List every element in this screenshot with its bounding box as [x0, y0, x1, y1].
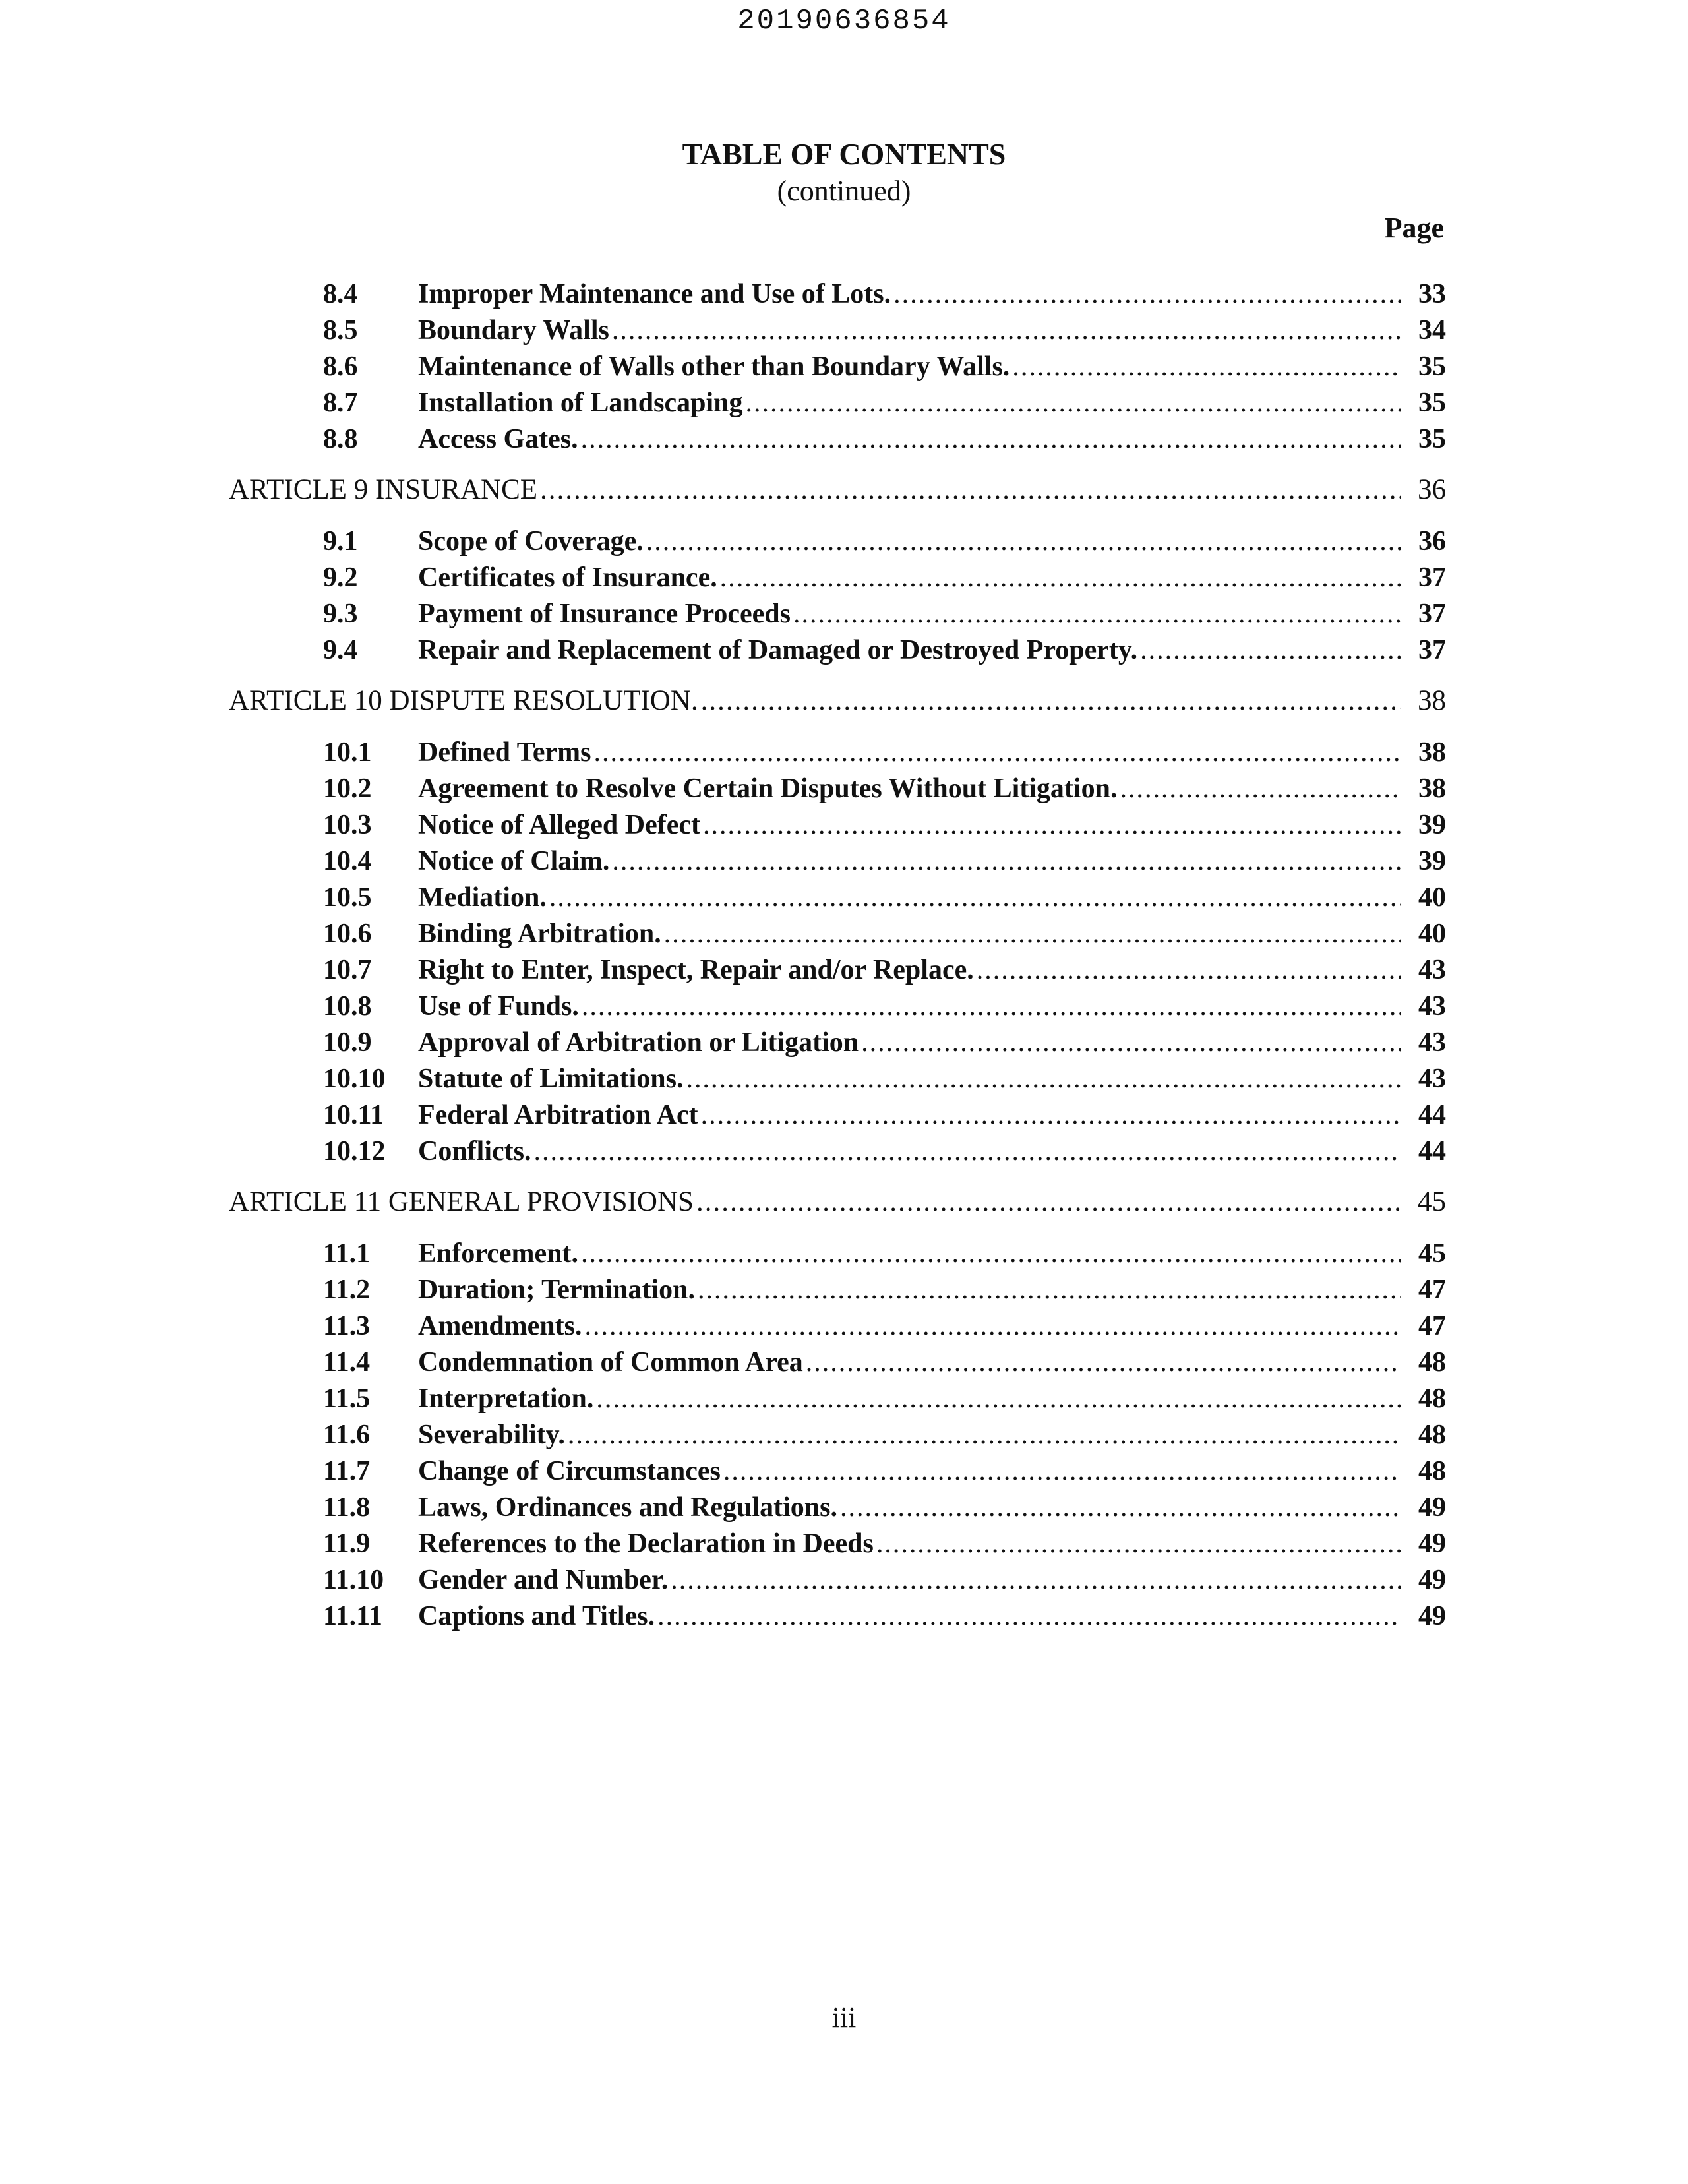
toc-entry-title: Improper Maintenance and Use of Lots. [418, 279, 891, 309]
toc-entry-leader [418, 1598, 1446, 1635]
toc-entry-page: 35 [1401, 348, 1446, 385]
dot-leader [723, 1453, 1446, 1490]
toc-entry-title: Change of Circumstances [418, 1456, 721, 1486]
toc-entry-page: 43 [1401, 1024, 1446, 1061]
toc-entry-number: 10.10 [323, 1064, 386, 1094]
toc-entry-title: ARTICLE 10 DISPUTE RESOLUTION. [229, 685, 698, 716]
toc-entry-title: Scope of Coverage. [418, 526, 644, 557]
toc-entry-page: 49 [1401, 1598, 1446, 1635]
toc-entry-number: 10.2 [323, 774, 372, 804]
toc-entry-title: Duration; Termination. [418, 1275, 696, 1305]
toc-section-entry [0, 276, 1688, 313]
toc-entry-leader [418, 952, 1446, 988]
toc-entry-page: 48 [1401, 1416, 1446, 1453]
toc-entry-leader [418, 1060, 1446, 1097]
toc-entry-page: 43 [1401, 952, 1446, 988]
toc-entry-number: 8.4 [323, 279, 358, 309]
toc-entry-number: 11.6 [323, 1420, 371, 1450]
toc-entry-leader [418, 384, 1446, 421]
toc-entry-leader [418, 915, 1446, 952]
toc-entry-page: 37 [1401, 632, 1446, 669]
toc-section-entry [0, 806, 1688, 843]
toc-entry-leader [418, 770, 1446, 807]
dot-leader [612, 312, 1446, 349]
toc-entry-title: Interpretation. [418, 1383, 594, 1414]
toc-entry-number: 10.3 [323, 810, 372, 840]
toc-entry-page: 48 [1401, 1344, 1446, 1381]
toc-entry-number: 11.5 [323, 1383, 371, 1414]
toc-entry-number: 9.1 [323, 526, 358, 557]
toc-entry-title: ARTICLE 11 GENERAL PROVISIONS [229, 1186, 694, 1217]
toc-entry-leader [229, 682, 1446, 719]
dot-leader [671, 1562, 1446, 1598]
toc-entry-number: 11.2 [323, 1275, 371, 1305]
toc-entry-title: ARTICLE 9 INSURANCE [229, 474, 538, 505]
toc-section-entry [0, 915, 1688, 952]
toc-entry-leader [229, 1184, 1446, 1221]
toc-entry-page: 47 [1401, 1271, 1446, 1308]
toc-entry-title: Statute of Limitations. [418, 1064, 684, 1094]
toc-entry-page: 38 [1401, 734, 1446, 771]
toc-title: TABLE OF CONTENTS [682, 137, 1006, 171]
toc-section-entry [0, 952, 1688, 988]
toc-section-entry [0, 734, 1688, 771]
toc-entry-leader [418, 806, 1446, 843]
dot-leader [793, 595, 1446, 632]
toc-entry-leader [418, 879, 1446, 916]
dot-leader [701, 1097, 1446, 1134]
toc-entry-page: 43 [1401, 988, 1446, 1025]
toc-entry-number: 10.7 [323, 955, 372, 985]
toc-entry-number: 11.1 [323, 1238, 371, 1269]
toc-entry-leader [418, 734, 1446, 771]
toc-entry-number: 10.1 [323, 737, 372, 768]
toc-section-entry [0, 348, 1688, 385]
toc-entry-leader [418, 1562, 1446, 1598]
toc-entry-number: 11.3 [323, 1311, 371, 1341]
toc-entry-title: Certificates of Insurance. [418, 562, 717, 593]
toc-entry-leader [418, 312, 1446, 349]
toc-entry-number: 8.8 [323, 424, 358, 454]
toc-section-entry [0, 1097, 1688, 1134]
toc-entry-page: 44 [1401, 1097, 1446, 1134]
toc-entry-title: Payment of Insurance Proceeds [418, 599, 791, 629]
toc-entry-title: Installation of Landscaping [418, 388, 743, 418]
dot-leader [594, 734, 1447, 771]
toc-section-entry [0, 421, 1688, 458]
toc-section-entry [0, 1489, 1688, 1526]
toc-entry-title: Enforcement. [418, 1238, 578, 1269]
toc-section-entry [0, 1235, 1688, 1272]
toc-entry-leader [418, 276, 1446, 313]
toc-entry-title: Access Gates. [418, 424, 578, 454]
toc-entry-title: Condemnation of Common Area [418, 1347, 803, 1378]
dot-leader [582, 988, 1446, 1025]
toc-entry-number: 9.3 [323, 599, 358, 629]
toc-entry-number: 11.4 [323, 1347, 371, 1378]
toc-entry-title: Mediation. [418, 882, 547, 913]
toc-entry-title: Approval of Arbitration or Litigation [418, 1027, 859, 1058]
toc-entry-leader [418, 1344, 1446, 1381]
toc-entry-number: 10.8 [323, 991, 372, 1021]
toc-entry-title: Notice of Claim. [418, 846, 610, 876]
dot-leader [568, 1416, 1446, 1453]
toc-article-entry [0, 471, 1688, 508]
toc-entry-title: Conflicts. [418, 1136, 531, 1167]
dot-leader [581, 421, 1446, 458]
toc-entry-page: 37 [1401, 559, 1446, 596]
toc-entry-number: 10.12 [323, 1136, 386, 1167]
dot-leader [549, 879, 1446, 916]
toc-entry-number: 11.9 [323, 1529, 371, 1559]
toc-entry-leader [418, 421, 1446, 458]
dot-leader [720, 559, 1446, 596]
dot-leader [696, 1184, 1446, 1221]
dot-leader [612, 843, 1446, 880]
toc-entry-number: 8.5 [323, 315, 358, 346]
dot-leader [1140, 632, 1446, 669]
toc-entry-page: 33 [1401, 276, 1446, 313]
toc-entry-number: 10.5 [323, 882, 372, 913]
toc-entry-page: 38 [1401, 770, 1446, 807]
dot-leader [698, 1271, 1446, 1308]
dot-leader [581, 1235, 1446, 1272]
dot-leader [1120, 770, 1446, 807]
dot-leader [745, 384, 1446, 421]
toc-entry-page: 39 [1401, 806, 1446, 843]
toc-entry-page: 44 [1401, 1133, 1446, 1170]
toc-section-entry [0, 1308, 1688, 1345]
toc-entry-leader [418, 595, 1446, 632]
toc-entry-page: 49 [1401, 1525, 1446, 1562]
toc-section-entry [0, 1060, 1688, 1097]
toc-section-entry [0, 1133, 1688, 1170]
toc-section-entry [0, 843, 1688, 880]
toc-section-entry [0, 1562, 1688, 1598]
toc-entry-page: 48 [1401, 1380, 1446, 1417]
toc-section-entry [0, 384, 1688, 421]
dot-leader [646, 523, 1446, 560]
dot-leader [540, 471, 1446, 508]
toc-entry-number: 10.11 [323, 1100, 384, 1130]
toc-entry-number: 10.4 [323, 846, 372, 876]
toc-entry-title: Federal Arbitration Act [418, 1100, 698, 1130]
toc-section-entry [0, 770, 1688, 807]
toc-entry-leader [418, 523, 1446, 560]
toc-entry-leader [418, 1525, 1446, 1562]
toc-entry-leader [229, 471, 1446, 508]
dot-leader [701, 682, 1446, 719]
toc-section-entry [0, 1024, 1688, 1061]
toc-entry-title: Amendments. [418, 1311, 582, 1341]
toc-section-entry [0, 312, 1688, 349]
dot-leader [977, 952, 1446, 988]
toc-section-entry [0, 988, 1688, 1025]
dot-leader [585, 1308, 1447, 1345]
toc-entry-title: References to the Declaration in Deeds [418, 1529, 874, 1559]
toc-entry-title: Agreement to Resolve Certain Disputes Without Litigation. [418, 774, 1118, 804]
toc-section-entry [0, 1416, 1688, 1453]
toc-entry-page: 34 [1401, 312, 1446, 349]
dot-leader [861, 1024, 1446, 1061]
toc-subtitle: (continued) [777, 175, 911, 207]
toc-entry-title: Use of Funds. [418, 991, 579, 1021]
toc-entry-page: 36 [1401, 471, 1446, 508]
toc-entry-leader [418, 632, 1446, 669]
toc-entry-page: 45 [1401, 1184, 1446, 1221]
toc-entry-leader [418, 559, 1446, 596]
toc-entry-leader [418, 1308, 1446, 1345]
dot-leader [534, 1133, 1447, 1170]
toc-entry-page: 36 [1401, 523, 1446, 560]
toc-section-entry [0, 595, 1688, 632]
toc-entry-number: 10.6 [323, 919, 372, 949]
toc-entry-number: 11.11 [323, 1601, 382, 1631]
toc-section-entry [0, 1271, 1688, 1308]
toc-section-entry [0, 1380, 1688, 1417]
toc-section-entry [0, 1525, 1688, 1562]
dot-leader [876, 1525, 1446, 1562]
toc-entry-number: 11.8 [323, 1492, 371, 1523]
toc-entry-page: 48 [1401, 1453, 1446, 1490]
toc-entry-page: 49 [1401, 1489, 1446, 1526]
dot-leader [686, 1060, 1447, 1097]
dot-leader [657, 1598, 1446, 1635]
toc-entry-leader [418, 1271, 1446, 1308]
toc-entry-title: Laws, Ordinances and Regulations. [418, 1492, 837, 1523]
toc-entry-title: Defined Terms [418, 737, 591, 768]
toc-section-entry [0, 632, 1688, 669]
toc-entry-page: 40 [1401, 879, 1446, 916]
toc-entry-title: Notice of Alleged Defect [418, 810, 700, 840]
toc-entry-number: 8.6 [323, 351, 358, 382]
footer-page-number: iii [831, 2001, 857, 2034]
toc-section-entry [0, 523, 1688, 560]
toc-entry-page: 49 [1401, 1562, 1446, 1598]
toc-entry-page: 38 [1401, 682, 1446, 719]
dot-leader [664, 915, 1446, 952]
toc-entry-title: Severability. [418, 1420, 565, 1450]
toc-entry-leader [418, 1380, 1446, 1417]
toc-article-entry [0, 682, 1688, 719]
toc-entry-leader [418, 1133, 1446, 1170]
dot-leader [840, 1489, 1446, 1526]
toc-entry-title: Repair and Replacement of Damaged or Destroyed Property. [418, 635, 1138, 665]
toc-section-entry [0, 559, 1688, 596]
toc-entry-number: 9.4 [323, 635, 358, 665]
dot-leader [806, 1344, 1446, 1381]
document-number: 20190636854 [737, 5, 951, 38]
toc-entry-leader [418, 1097, 1446, 1134]
toc-entry-title: Gender and Number. [418, 1565, 669, 1595]
toc-section-entry [0, 879, 1688, 916]
toc-entry-page: 43 [1401, 1060, 1446, 1097]
toc-entry-page: 47 [1401, 1308, 1446, 1345]
toc-entry-page: 37 [1401, 595, 1446, 632]
toc-entry-number: 11.10 [323, 1565, 384, 1595]
page-column-label: Page [1384, 212, 1444, 244]
toc-entry-title: Maintenance of Walls other than Boundary Walls. [418, 351, 1010, 382]
toc-entry-title: Right to Enter, Inspect, Repair and/or Replace. [418, 955, 974, 985]
toc-entry-leader [418, 1416, 1446, 1453]
dot-leader [703, 806, 1446, 843]
toc-section-entry [0, 1453, 1688, 1490]
toc-entry-number: 9.2 [323, 562, 358, 593]
toc-entry-number: 10.9 [323, 1027, 372, 1058]
toc-entry-leader [418, 843, 1446, 880]
toc-entry-page: 45 [1401, 1235, 1446, 1272]
toc-entry-page: 39 [1401, 843, 1446, 880]
toc-entry-page: 40 [1401, 915, 1446, 952]
toc-section-entry [0, 1344, 1688, 1381]
toc-entry-leader [418, 1024, 1446, 1061]
dot-leader [1012, 348, 1446, 385]
toc-entry-title: Boundary Walls [418, 315, 609, 346]
toc-article-entry [0, 1184, 1688, 1221]
dot-leader [893, 276, 1446, 313]
toc-entry-page: 35 [1401, 421, 1446, 458]
toc-entry-leader [418, 988, 1446, 1025]
toc-entry-title: Captions and Titles. [418, 1601, 655, 1631]
toc-entry-leader [418, 1489, 1446, 1526]
toc-section-entry [0, 1598, 1688, 1635]
toc-entry-leader [418, 1453, 1446, 1490]
toc-entry-page: 35 [1401, 384, 1446, 421]
toc-entry-title: Binding Arbitration. [418, 919, 661, 949]
toc-entry-leader [418, 1235, 1446, 1272]
toc-entry-number: 8.7 [323, 388, 358, 418]
dot-leader [596, 1380, 1446, 1417]
toc-entry-number: 11.7 [323, 1456, 371, 1486]
toc-entry-leader [418, 348, 1446, 385]
